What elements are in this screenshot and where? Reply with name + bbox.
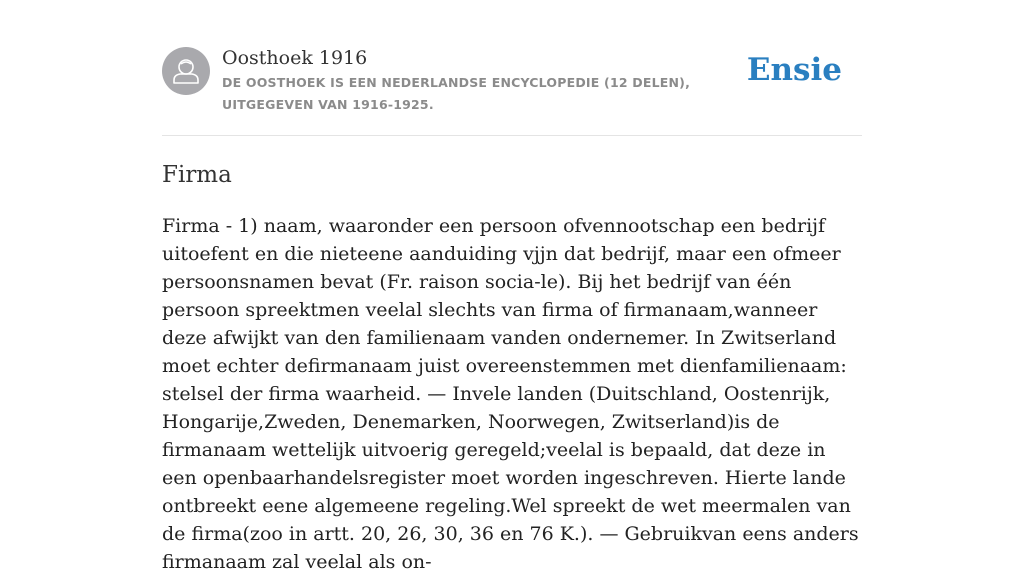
- source-header: [162, 46, 862, 118]
- user-avatar-icon[interactable]: [162, 47, 210, 95]
- user-outline-icon: [162, 47, 210, 95]
- source-title[interactable]: Oosthoek 1916: [222, 47, 368, 69]
- page: [162, 0, 862, 573]
- source-description: DE OOSTHOEK IS EEN NEDERLANDSE ENCYCLOPEDIE (12 DELEN), UITGEGEVEN VAN 1916-1925.: [222, 75, 691, 112]
- ensie-logo-link[interactable]: Ensie: [746, 52, 842, 88]
- entry-body: Firma - 1) naam, waaronder een persoon ofvennootschap een bedrijf uitoefent en die nieteene aanduiding vjjn dat bedrijf, maar een ofmeer persoonsnamen bevat (Fr. raison socia-le). Bij het bedrijf van één persoon spreektmen veelal slechts van firma of firmanaam,wanneer deze afwijkt van den familienaam vanden ondernemer. In Zwitserland moet echter defirmanaam juist overeenstemmen met dienfamilienaam: stelsel der firma waarheid. — Invele landen (Duitschland, Oostenrijk, Hongarije,Zweden, Denemarken, Noorwegen, Zwitserland)is de firmanaam wettelijk uitvoerig geregeld;veelal is bepaald, dat deze in een openbaarhandelsregister moet worden ingeschreven. Hierte lande ontbreekt eene algemeene regeling.Wel spreekt de wet meermalen van de firma(zoo in artt. 20, 26, 30, 36 en 76 K.). — Gebruikvan eens anders firmanaam zal veelal als on-: [162, 215, 859, 573]
- entry-title: Firma: [162, 162, 232, 188]
- header-divider: [162, 135, 862, 136]
